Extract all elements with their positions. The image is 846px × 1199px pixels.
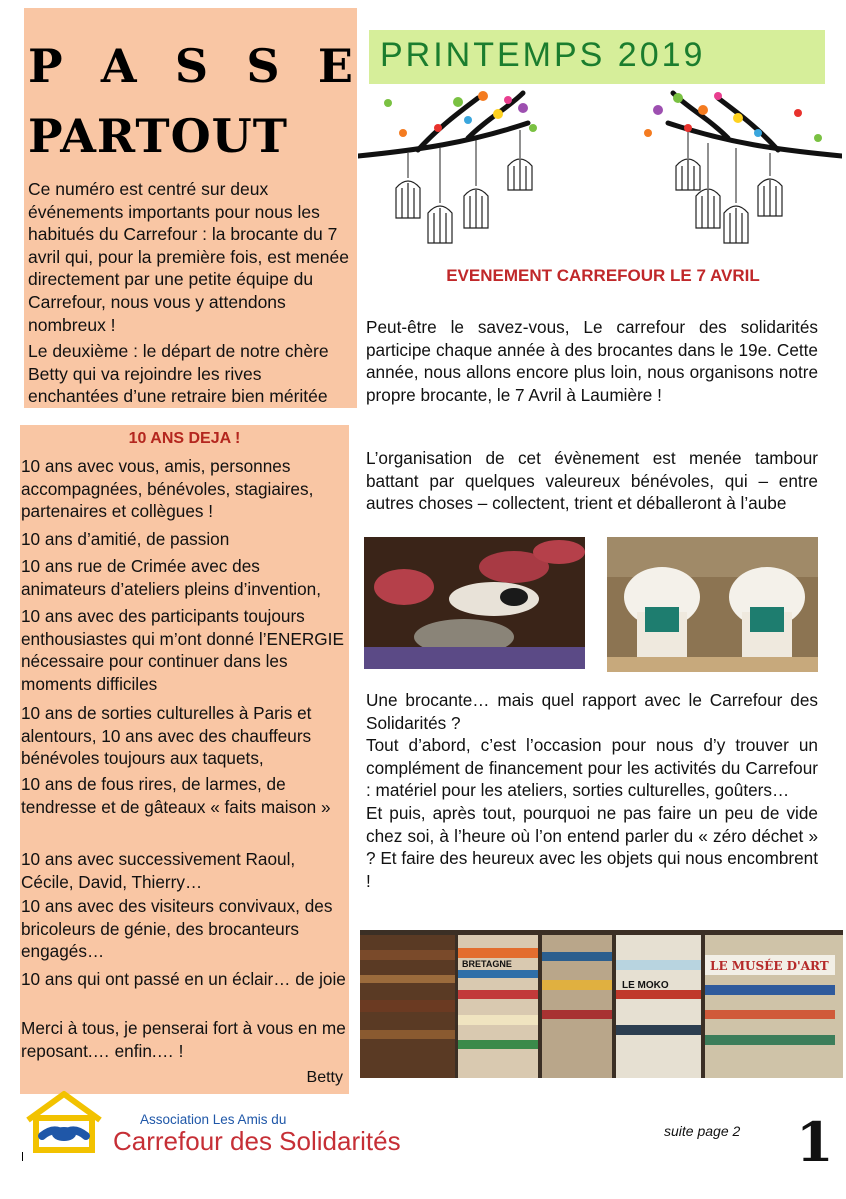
anniversary-item: 10 ans avec vous, amis, personnes accompagnées, bénévoles, stagiaires, partenaires et collègues ! [21,456,314,522]
intro-paragraph: Ce numéro est centré sur deux événements importants pour nous les habitués du Carrefour : la brocante du 7 avril qui, pour la première fois, est menée directement par une petite équipe du Carrefour, nous vous y attendons nombreux ! [28,179,349,335]
book-label: LE MUSÉE D'ART [710,959,829,973]
continued-note: suite page 2 [664,1123,741,1139]
masthead-letter: P [28,39,63,93]
event-paragraph-group [366,689,818,892]
association-name-line2: Carrefour des Solidarités [113,1126,401,1156]
masthead-letter: A [100,39,137,93]
event-paragraph: Une brocante… mais quel rapport avec le Carrefour des Solidarités ? [366,690,818,733]
anniversary-item: 10 ans de fous rires, de larmes, de tendresse et de gâteaux « faits maison » [21,774,331,817]
anniversary-title: 10 ANS DEJA ! [128,430,241,447]
margin-mark [22,1152,23,1161]
book-label: LE MOKO [622,980,669,991]
anniversary-item: 10 ans rue de Crimée avec des animateurs d’ateliers pleins d’invention, [21,556,321,599]
anniversary-item: 10 ans avec des participants toujours enthousiastes qui m’ont donné l’ENERGIE nécessaire pour continuer dans les moments difficiles [21,606,344,694]
anniversary-item: 10 ans d’amitié, de passion [21,529,230,549]
season-title: PRINTEMPS 2019 [380,36,706,74]
event-title: EVENEMENT CARREFOUR LE 7 AVRIL [446,266,760,285]
masthead-letter: S [174,39,209,93]
masthead-line1 [28,40,353,92]
signature: Betty [306,1069,343,1086]
association-logo [24,1090,104,1159]
anniversary-item: 10 ans de sorties culturelles à Paris et alentours, 10 ans avec des chauffeurs bénévoles toujours aux taquets, [21,703,312,769]
page-number: 1 [796,1110,834,1174]
birdcage-tree-illustration [358,88,842,258]
intro-paragraph: Le deuxième : le départ de notre chère Betty qui va rejoindre les rives enchantées d’une retraire bien méritée [28,341,329,407]
anniversary-item: Merci à tous, je penserai fort à vous en me reposant.… enfin.… ! [21,1018,346,1061]
event-paragraph: Tout d’abord, c’est l’occasion pour nous d’y trouver un complément de financement pour les activités du Carrefour : matériel pour les ateliers, sorties culturelles, goûters… [366,735,818,801]
book-label: BRETAGNE [462,959,512,969]
anniversary-item: 10 ans avec des visiteurs convivaux, des bricoleurs de génie, des brocanteurs engagés… [21,896,333,962]
masthead-letter: E [317,39,353,93]
event-paragraph: Peut-être le savez-vous, Le carrefour des solidarités participe chaque année à des brocantes dans le 19e. Cette année, nous allons encore plus loin, nous organisons notre propre brocante, le 7 Avril à Laumière ! [366,317,818,405]
association-name-line1: Association Les Amis du [140,1112,287,1127]
masthead-letter: S [246,39,280,93]
elephant-stools-photo [607,537,818,672]
masthead-line2: PARTOUT [28,109,288,163]
event-paragraph: L’organisation de cet évènement est menée tambour battant par quelques valeureux bénévoles, qui – entre autres choses – collectent, trient et déballeront à l’aube [366,448,818,514]
anniversary-item: 10 ans qui ont passé en un éclair… de joie [21,969,346,989]
event-paragraph: Et puis, après tout, pourquoi ne pas faire un peu de vide chez soi, à l’heure où l’on entend parler du « zéro déchet » ? Et faire des heureux avec les objets qui nous encombrent ! [366,802,818,891]
anniversary-item: 10 ans avec successivement Raoul, Cécile, David, Thierry… [21,849,296,892]
toy-animals-photo [364,537,585,669]
books-photo [360,930,843,1078]
